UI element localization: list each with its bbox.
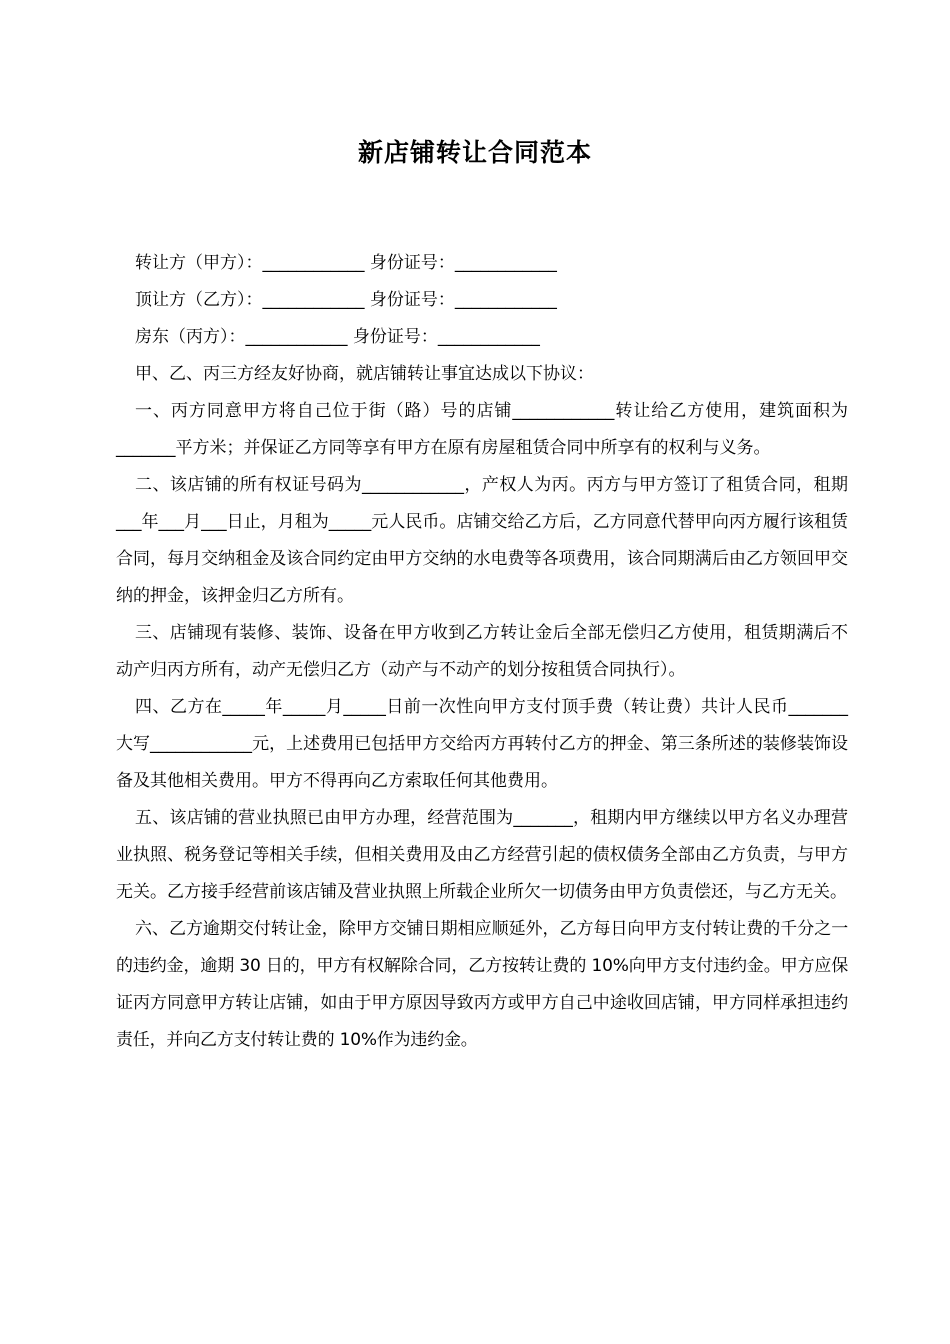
- clause-1: 一、丙方同意甲方将自己位于街（路）号的店铺____________转让给乙方使用，建筑面积为_______平方米；并保证乙方同等享有甲方在原有房屋租赁合同中所享有的权利与义务。: [116, 401, 848, 458]
- document-body: [116, 245, 848, 1059]
- clause-4: 四、乙方在_____年_____月_____日前一次性向甲方支付顶手费（转让费）共计人民币_______大写____________元，上述费用已包括甲方交给丙方再转付乙方的押金、第三条所述的装修装饰设备及其他相关费用。甲方不得再向乙方索取任何其他费用。: [116, 697, 848, 791]
- party-line-transferor: 转让方（甲方）：____________ 身份证号：____________: [135, 253, 557, 273]
- clause-2: 二、该店铺的所有权证号码为____________，产权人为丙。丙方与甲方签订了租赁合同，租期___年___月___日止，月租为_____元人民币。店铺交给乙方后，乙方同意代替甲向丙方履行该租赁合同，每月交纳租金及该合同约定由甲方交纳的水电费等各项费用，该合同期满后由乙方领回甲交纳的押金，该押金归乙方所有。: [116, 475, 848, 606]
- document-title: 新店铺转让合同范本: [357, 138, 592, 167]
- agreement-intro: 甲、乙、丙三方经友好协商，就店铺转让事宜达成以下协议：: [135, 364, 594, 384]
- party-line-transferee: 顶让方（乙方）：____________ 身份证号：____________: [135, 290, 557, 310]
- clause-6: 六、乙方逾期交付转让金，除甲方交铺日期相应顺延外，乙方每日向甲方支付转让费的千分之一的违约金，逾期 30 日的，甲方有权解除合同，乙方按转让费的 10%向甲方支付违约金。甲方应保证丙方同意甲方转让店铺，如由于甲方原因导致丙方或甲方自己中途收回店铺，甲方同样承担违约责任，并向乙方支付转让费的 10%作为违约金。: [116, 919, 848, 1050]
- clause-3: 三、店铺现有装修、装饰、设备在甲方收到乙方转让金后全部无偿归乙方使用，租赁期满后不动产归丙方所有，动产无偿归乙方（动产与不动产的划分按租赁合同执行）。: [116, 623, 848, 680]
- party-line-landlord: 房东（丙方）：____________ 身份证号：____________: [135, 327, 540, 347]
- clause-5: 五、该店铺的营业执照已由甲方办理，经营范围为_______，租期内甲方继续以甲方名义办理营业执照、税务登记等相关手续，但相关费用及由乙方经营引起的债权债务全部由乙方负责，与甲方无关。乙方接手经营前该店铺及营业执照上所载企业所欠一切债务由甲方负责偿还，与乙方无关。: [116, 808, 848, 902]
